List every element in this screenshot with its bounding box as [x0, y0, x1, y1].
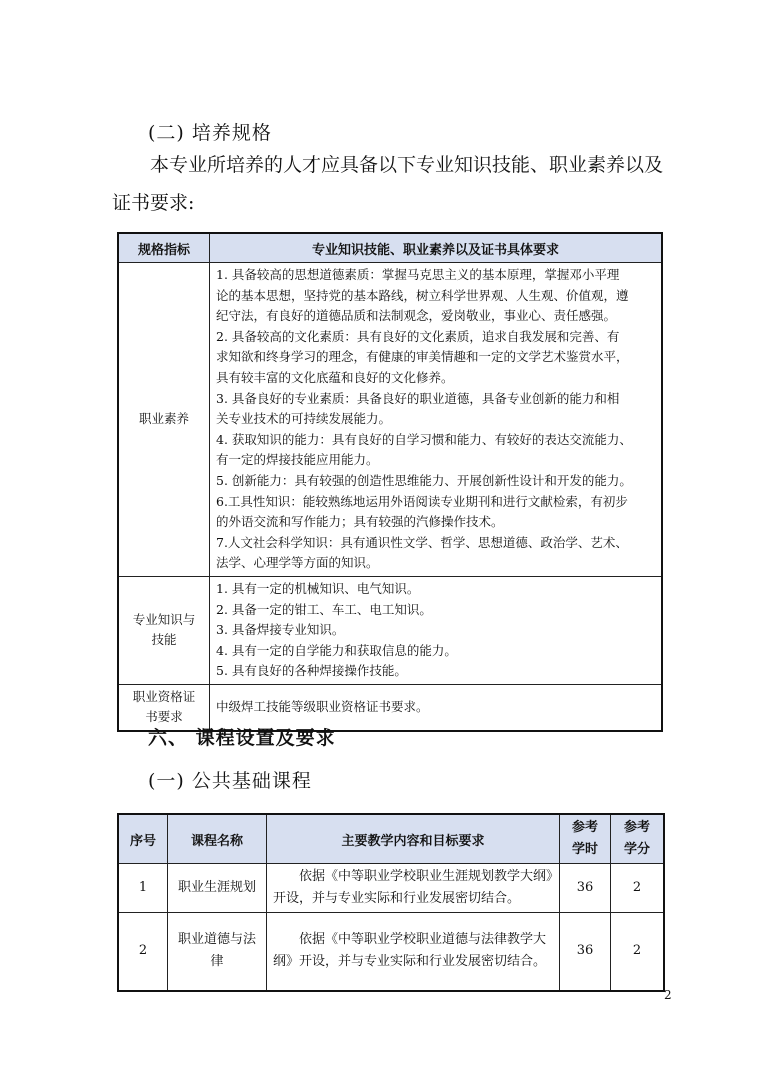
text-line: 法学、心理学等方面的知识。 — [216, 555, 379, 571]
course-credits: 2 — [611, 913, 665, 991]
category-line: 职业资格证 — [132, 688, 196, 704]
text-line: 2. 具备一定的钳工、车工、电工知识。 — [216, 601, 432, 617]
course-no: 1 — [118, 864, 168, 913]
spec-category-knowledge-skills — [118, 576, 210, 684]
intro-paragraph — [112, 146, 677, 222]
name-line: 职业道德与法 — [177, 932, 256, 948]
text-line: 1. 具备较高的思想道德素质：掌握马克思主义的基本原理，掌握邓小平理 — [216, 267, 620, 282]
spec-header-indicator: 规格指标 — [118, 233, 210, 263]
content-line: 依据《中等职业学校职业道德与法律教学大 — [299, 932, 547, 948]
text-line: 7.人文社会科学知识：具有通识性文学、哲学、思想道德、政治学、艺术、 — [216, 534, 628, 550]
text-line: 6.工具性知识：能较熟练地运用外语阅读专业期刊和进行文献检索，有初步 — [216, 493, 628, 509]
spec-row-professional-quality — [118, 263, 662, 577]
header-line: 学分 — [623, 842, 650, 857]
text-line: 5. 具有良好的各种焊接操作技能。 — [216, 663, 407, 679]
section-heading-training-spec: (二) 培养规格 — [148, 122, 272, 144]
text-line: 5. 创新能力：具有较强的创造性思维能力、开展创新性设计和开发的能力。 — [216, 472, 632, 488]
text-line: 纪守法，有良好的道德品质和法制观念，爱岗敬业，事业心、责任感强。 — [216, 308, 617, 324]
text-line: 3. 具备焊接专业知识。 — [216, 622, 345, 638]
category-line: 专业知识与 — [132, 611, 196, 627]
spec-content-knowledge-skills — [210, 576, 663, 684]
header-line: 学时 — [571, 842, 598, 857]
course-header-credits — [611, 814, 665, 864]
course-name: 职业生涯规划 — [168, 864, 267, 913]
spec-row-knowledge-skills — [118, 576, 662, 684]
course-row — [118, 913, 664, 991]
course-no: 2 — [118, 913, 168, 991]
course-table — [117, 813, 665, 992]
course-header-no: 序号 — [118, 814, 168, 864]
course-credits: 2 — [611, 864, 665, 913]
text-line: 求知欲和终身学习的理念，有健康的审美情趣和一定的文学艺术鉴赏水平， — [216, 349, 629, 365]
course-content — [267, 913, 560, 991]
course-hours: 36 — [560, 864, 611, 913]
category-line: 书要求 — [145, 709, 183, 725]
text-line: 论的基本思想，坚持党的基本路线，树立科学世界观、人生观、价值观，遵 — [216, 287, 629, 303]
content-line: 纲》开设，并与专业实际和行业发展密切结合。 — [273, 954, 547, 970]
spec-header-requirements: 专业知识技能、职业素养以及证书具体要求 — [210, 233, 663, 263]
text-line: 1. 具有一定的机械知识、电气知识。 — [216, 580, 420, 596]
course-hours: 36 — [560, 913, 611, 991]
page-number: 2 — [664, 988, 672, 1002]
text-line: 有一定的焊接技能应用能力。 — [216, 452, 379, 468]
course-content — [267, 864, 560, 913]
spec-table-header-row — [118, 233, 662, 263]
course-table-header-row — [118, 814, 664, 864]
content-line: 依据《中等职业学校职业生涯规划教学大纲》 — [299, 869, 560, 884]
header-line: 参考 — [623, 820, 650, 835]
course-row — [118, 864, 664, 913]
text-line: 4. 具有一定的自学能力和获取信息的能力。 — [216, 642, 457, 658]
spec-category-professional-quality: 职业素养 — [118, 263, 210, 577]
section-heading-curriculum: 六、 课程设置及要求 — [148, 727, 336, 749]
header-line: 参考 — [571, 820, 598, 835]
text-line: 4. 获取知识的能力：具有良好的自学习惯和能力、有较好的表达交流能力、 — [216, 431, 632, 447]
name-line: 律 — [210, 954, 224, 970]
section-heading-public-courses: (一) 公共基础课程 — [148, 770, 312, 792]
course-name — [168, 913, 267, 991]
spec-table — [117, 232, 663, 732]
text-line: 2. 具备较高的文化素质：具有良好的文化素质，追求自我发展和完善、有 — [216, 328, 620, 344]
course-header-name: 课程名称 — [168, 814, 267, 864]
text-line: 关专业技术的可持续发展能力。 — [216, 411, 392, 427]
category-line: 技能 — [151, 632, 177, 648]
course-header-content: 主要教学内容和目标要求 — [267, 814, 560, 864]
intro-line-1: 本专业所培养的人才应具备以下专业知识技能、职业素养以及 — [150, 154, 664, 176]
text-line: 3. 具备良好的专业素质：具备良好的职业道德，具备专业创新的能力和相 — [216, 390, 620, 406]
course-header-hours — [560, 814, 611, 864]
text-line: 具有较丰富的文化底蕴和良好的文化修养。 — [216, 369, 454, 385]
content-line: 开设，并与专业实际和行业发展密切结合。 — [273, 891, 521, 906]
spec-content-professional-quality — [210, 263, 663, 577]
text-line: 中级焊工技能等级职业资格证书要求。 — [216, 699, 429, 715]
text-line: 的外语交流和写作能力；具有较强的汽修操作技术。 — [216, 514, 504, 530]
intro-line-2: 证书要求: — [112, 192, 195, 214]
